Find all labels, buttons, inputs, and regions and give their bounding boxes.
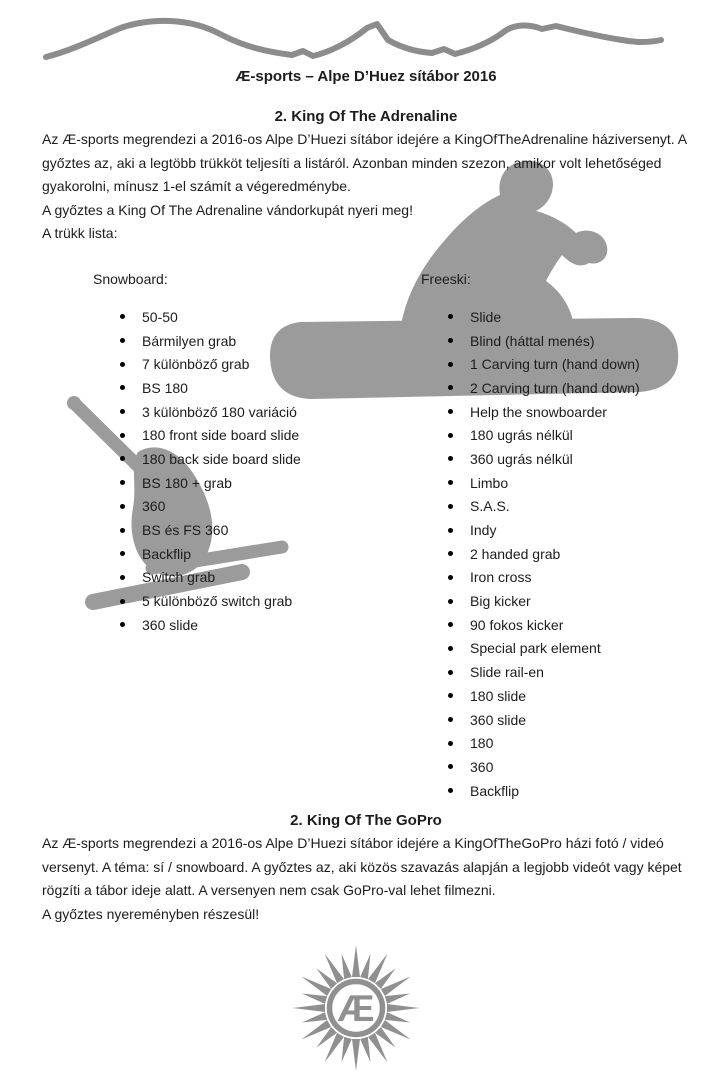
freeski-trick-list (421, 305, 690, 802)
list-item (421, 495, 690, 519)
list-item-label: Indy (470, 522, 497, 539)
bullet-icon (448, 362, 453, 367)
list-item-label: BS 180 (142, 379, 188, 396)
list-item (421, 613, 690, 637)
gopro-prize-paragraph: A győztes nyereményben részesül! (42, 905, 260, 922)
list-item (93, 305, 421, 329)
list-item (421, 684, 690, 708)
bullet-icon (448, 717, 453, 722)
list-item (93, 495, 421, 519)
bullet-icon (448, 480, 453, 485)
list-item (421, 400, 690, 424)
adrenaline-section-heading: 2. King Of The Adrenaline (274, 108, 458, 125)
list-item (93, 423, 421, 447)
list-item-label: Blind (háttal menés) (470, 332, 595, 349)
list-item-label: Help the snowboarder (470, 403, 607, 420)
sun-logo (293, 945, 419, 1071)
list-item-label: Big kicker (470, 593, 531, 610)
list-item-label: 360 slide (470, 711, 527, 728)
list-item-label: 180 back side board slide (142, 450, 301, 467)
list-item (421, 518, 690, 542)
bullet-icon (120, 314, 125, 319)
bullet-icon (120, 528, 125, 533)
list-item-label: 360 (142, 498, 166, 515)
list-item-label: Slide rail-en (470, 664, 544, 681)
list-item (421, 305, 690, 329)
list-item-label: BS és FS 360 (142, 522, 229, 539)
list-item (421, 637, 690, 661)
adrenaline-prize-paragraph: A győztes a King Of The Adrenaline vándorkupát nyeri meg! (42, 201, 413, 218)
bullet-icon (448, 456, 453, 461)
bullet-icon (448, 433, 453, 438)
list-item-label: 50-50 (142, 308, 178, 325)
snowboard-column-header: Snowboard: (93, 270, 168, 287)
bullet-icon (448, 599, 453, 604)
snowboard-column (42, 268, 421, 637)
bullet-icon (120, 575, 125, 580)
list-item (421, 779, 690, 803)
bullet-icon (448, 338, 453, 343)
list-item (93, 447, 421, 471)
list-item-label: Slide (470, 308, 502, 325)
trick-list-columns (42, 268, 690, 803)
list-item-label: 7 különböző grab (142, 356, 250, 373)
bullet-icon (120, 480, 125, 485)
adrenaline-intro-paragraph: Az Æ-sports megrendezi a 2016-os Alpe D’Huezi sítábor idejére a KingOfTheAdrenaline háziversenyt. A győztes az, aki a legtöbb trükköt teljesíti a listáról. Azonban minden szezon, amikor volt lehetőséged gyakorolni, mínusz 1-el számít a végeredménybe. (42, 131, 687, 194)
snowboard-trick-list (93, 305, 421, 637)
bullet-icon (448, 693, 453, 698)
document-content (0, 66, 728, 926)
list-item-label: 360 slide (142, 616, 199, 633)
list-item-label: Limbo (470, 474, 509, 491)
bullet-icon (448, 551, 453, 556)
bullet-icon (120, 456, 125, 461)
list-item-label: 2 Carving turn (hand down) (470, 379, 640, 396)
bullet-icon (448, 622, 453, 627)
bullet-icon (448, 314, 453, 319)
list-item (421, 660, 690, 684)
list-item (93, 613, 421, 637)
list-item (421, 423, 690, 447)
list-item-label: Special park element (470, 640, 601, 657)
list-item-label: 180 ugrás nélkül (470, 427, 573, 444)
gopro-intro-paragraph: Az Æ-sports megrendezi a 2016-os Alpe D’Huezi sítábor idejére a KingOfTheGoPro házi fotó / videó versenyt. A téma: sí / snowboard. A győztes az, aki közös szavazás alapján a legjobb videót vagy képet rögzíti a tábor ideje alatt. A versenyen nem csak GoPro-val lehet filmezni. (42, 835, 682, 899)
list-item-label: Iron cross (470, 569, 532, 586)
list-item (421, 755, 690, 779)
list-item (421, 542, 690, 566)
list-item-label: Switch grab (142, 569, 216, 586)
list-item-label: 360 (470, 758, 494, 775)
bullet-icon (448, 670, 453, 675)
list-item (93, 352, 421, 376)
bullet-icon (448, 764, 453, 769)
list-item (93, 376, 421, 400)
list-item (93, 329, 421, 353)
list-item (421, 447, 690, 471)
bullet-icon (120, 362, 125, 367)
list-item (93, 400, 421, 424)
list-item (421, 471, 690, 495)
list-item (421, 329, 690, 353)
list-item (93, 471, 421, 495)
list-item-label: Bármilyen grab (142, 332, 237, 349)
logo-ae-glyph: Æ (337, 988, 375, 1029)
bullet-icon (120, 409, 125, 414)
bullet-icon (120, 385, 125, 390)
bullet-icon (448, 575, 453, 580)
bullet-icon (120, 433, 125, 438)
gopro-section-heading: 2. King Of The GoPro (290, 812, 442, 830)
list-item-label: 5 különböző switch grab (142, 593, 293, 610)
bullet-icon (448, 409, 453, 414)
bullet-icon (448, 646, 453, 651)
bullet-icon (448, 528, 453, 533)
list-item-label: 180 (470, 735, 494, 752)
list-item-label: BS 180 + grab (142, 474, 232, 491)
bullet-icon (448, 504, 453, 509)
bullet-icon (120, 599, 125, 604)
list-item-label: S.A.S. (470, 498, 510, 515)
list-item-label: 1 Carving turn (hand down) (470, 356, 640, 373)
list-item-label: 360 ugrás nélkül (470, 450, 573, 467)
list-item (93, 518, 421, 542)
list-item (421, 376, 690, 400)
list-item (93, 542, 421, 566)
trick-list-label: A trükk lista: (42, 225, 118, 241)
list-item-label: 2 handed grab (470, 545, 561, 562)
bullet-icon (120, 622, 125, 627)
bullet-icon (120, 551, 125, 556)
bullet-icon (448, 788, 453, 793)
list-item-label: 180 front side board slide (142, 427, 300, 444)
list-item-label: 3 különböző 180 variáció (142, 403, 297, 420)
bullet-icon (448, 741, 453, 746)
bullet-icon (120, 504, 125, 509)
bullet-icon (448, 385, 453, 390)
list-item-label: 90 fokos kicker (470, 616, 564, 633)
list-item (421, 566, 690, 590)
page-title: Æ-sports – Alpe D’Huez sítábor 2016 (235, 68, 497, 85)
list-item (421, 731, 690, 755)
list-item (421, 352, 690, 376)
freeski-column-header: Freeski: (421, 270, 471, 287)
list-item (421, 708, 690, 732)
list-item-label: Backflip (470, 782, 520, 799)
freeski-column (421, 268, 690, 803)
bullet-icon (120, 338, 125, 343)
list-item (421, 589, 690, 613)
list-item (93, 566, 421, 590)
list-item-label: 180 slide (470, 687, 527, 704)
list-item-label: Backflip (142, 545, 192, 562)
list-item (93, 589, 421, 613)
mountain-ridge-graphic (46, 21, 661, 57)
